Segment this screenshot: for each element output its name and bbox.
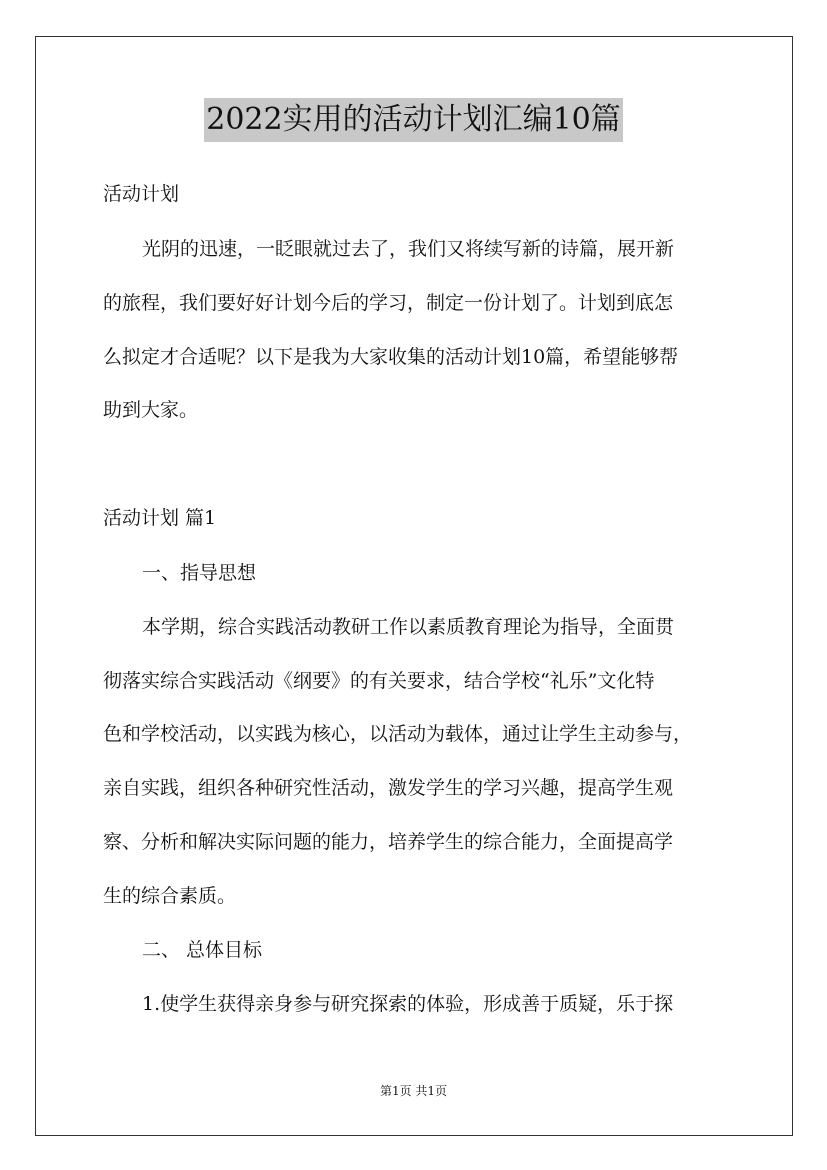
paragraph-line: 色和学校活动，以实践为核心，以活动为载体，通过让学生主动参与， (103, 723, 693, 745)
title-container (0, 98, 827, 142)
intro-line: 光阴的迅速，一眨眼就过去了，我们又将续写新的诗篇，展开新 (142, 238, 675, 260)
paragraph-line: 生的综合素质。 (103, 885, 237, 907)
intro-line: 的旅程，我们要好好计划今后的学习，制定一份计划了。计划到底怎 (103, 292, 674, 314)
page-footer: 第1页 共1页 (379, 1084, 448, 1098)
section-heading: 活动计划 篇1 (103, 507, 217, 529)
document-title: 2022实用的活动计划汇编10篇 (204, 98, 623, 142)
subsection-heading: 一、指导思想 (142, 562, 257, 584)
intro-line: 助到大家。 (103, 399, 199, 421)
paragraph-line: 彻落实综合实践活动《纲要》的有关要求，结合学校“礼乐”文化特 (103, 670, 655, 692)
subsection-heading: 二、 总体目标 (142, 939, 263, 961)
paragraph-line: 本学期，综合实践活动教研工作以素质教育理论为指导，全面贯 (142, 616, 675, 638)
intro-line: 么拟定才合适呢？以下是我为大家收集的活动计划10篇，希望能够帮 (103, 346, 679, 368)
goal-line: 1.使学生获得亲身参与研究探索的体验，形成善于质疑，乐于探 (142, 993, 674, 1015)
paragraph-line: 亲自实践，组织各种研究性活动，激发学生的学习兴趣，提高学生观 (103, 777, 674, 799)
intro-heading: 活动计划 (103, 183, 180, 205)
paragraph-line: 察、分析和解决实际问题的能力，培养学生的综合能力，全面提高学 (103, 831, 674, 853)
